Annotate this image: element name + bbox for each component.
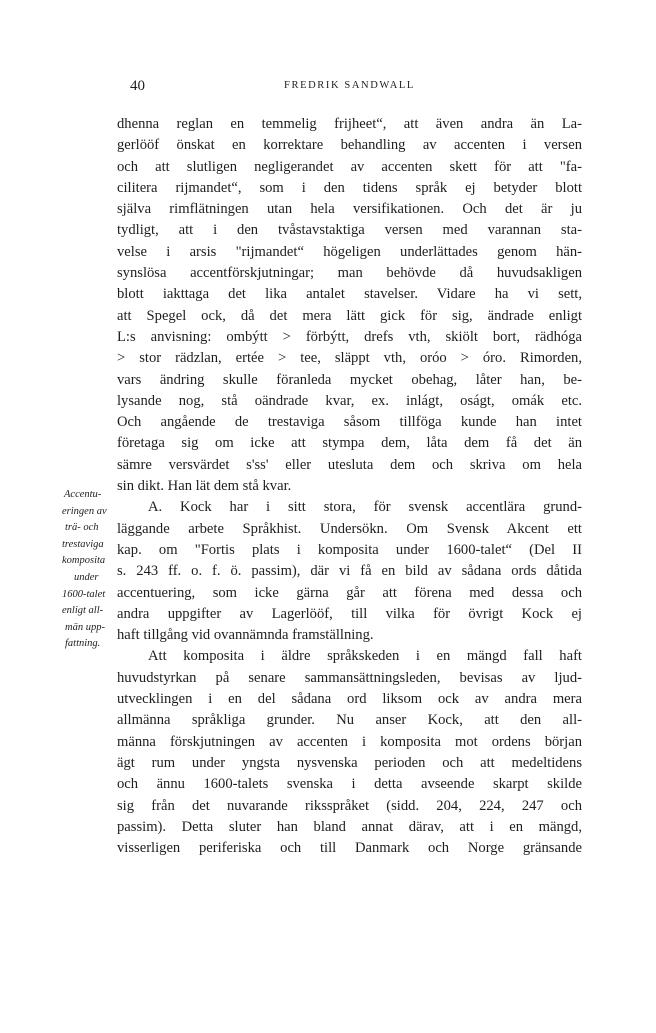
text-line: L:s anvisning: ombýtt > förbýtt, drefs vth, skiölt bort, rädhóga xyxy=(117,328,582,345)
text-line: huvudstyrkan på senare sammansättningsleden, bevisas av ljud- xyxy=(117,669,582,686)
text-line: A. Kock har i sitt stora, för svensk accentlära grund- xyxy=(148,499,582,516)
text-line: och att slutligen negligerandet av accenten skett för att "fa- xyxy=(117,158,582,175)
text-line: accentuering, som icke gärna går att förena med dessa och xyxy=(117,584,582,601)
text-line: utvecklingen i en del sådana ord liksom ock av andra mera xyxy=(117,691,582,708)
text-line: läggande arbete Språkhist. Undersökn. Om Svensk Akcent ett xyxy=(117,520,582,537)
margin-note-line: eringen av xyxy=(62,505,107,517)
text-line: Att komposita i äldre språkskeden i en mängd fall haft xyxy=(148,648,582,665)
text-line: synslösa accentförskjutningar; man behövde då huvudsakligen xyxy=(117,265,582,282)
margin-note-line: enligt all- xyxy=(62,605,104,617)
page-header xyxy=(117,76,582,96)
text-line: kap. om "Fortis plats i komposita under 1600-talet“ (Del II xyxy=(117,541,582,558)
text-line: velse i arsis "rijmandet“ högeligen underlättades genom hän- xyxy=(117,243,582,260)
text-line: allmänna språkliga grunder. Nu anser Kock, att den all- xyxy=(117,712,582,729)
text-line: sin dikt. Han lät dem stå kvar. xyxy=(117,478,292,495)
text-line: passim). Detta sluter han bland annat därav, att i en mängd, xyxy=(117,818,582,835)
margin-note-line: 1600-talet xyxy=(62,588,106,600)
text-line: tydligt, att i den tvåstavstaktiga versen med varannan sta- xyxy=(117,222,582,239)
text-line: företaga sig om icke att stympa dem, låta dem få det än xyxy=(117,435,582,452)
text-line: sämre versvärdet s'ss' eller utesluta dem och skriva om hela xyxy=(117,456,582,473)
margin-note-line: komposita xyxy=(62,555,106,567)
margin-note-line: män upp- xyxy=(65,621,105,633)
text-line: ägt rum under yngsta nysvenska perioden och att medeltidens xyxy=(117,754,582,771)
text-line: att Spegel ock, då det mera lätt gick för sig, ändrade enligt xyxy=(117,307,582,324)
text-line: lysande nog, stå oändrade kvar, ex. inlágt, oságt, omák etc. xyxy=(117,392,582,409)
margin-note-line: fattning. xyxy=(65,638,101,650)
text-line: vars ändring skulle föranleda mycket obehag, låter han, be- xyxy=(117,371,582,388)
text-line: och ännu 1600-talets svenska i detta avseende skarpt skilde xyxy=(117,776,582,793)
running-title: FREDRIK SANDWALL xyxy=(284,80,415,91)
text-line: haft tillgång vid ovannämnda framställning. xyxy=(117,627,374,644)
text-line: > stor rädzlan, ertée > tee, släppt vth, oróo > óro. Rimorden, xyxy=(117,350,582,367)
page-number: 40 xyxy=(130,78,145,94)
margin-note-line: Accentu- xyxy=(64,489,102,500)
text-line: dhenna reglan en temmelig frijheet“, att även andra än La- xyxy=(117,116,582,132)
text-line: visserligen periferiska och till Danmark och Norge gränsande xyxy=(117,840,582,857)
text-line: gerlööf önskat en korrektare behandling av accenten i versen xyxy=(117,137,582,154)
text-line: blott iakttaga det lika antalet stavelser. Vidare ha vi sett, xyxy=(117,286,582,303)
text-line: Och angående de trestaviga såsom tillföga kunde han intet xyxy=(117,414,582,431)
margin-note xyxy=(56,487,122,653)
text-line: männa förskjutningen av accenten i komposita mot ordens början xyxy=(117,733,582,750)
margin-note-line: trä- och xyxy=(65,522,99,534)
text-line: cilitera rijmandet“, som i den tidens språk ej betyder blott xyxy=(117,179,582,196)
body-text xyxy=(117,114,582,859)
text-line: s. 243 ff. o. f. ö. passim), där vi få en bild av sådana ords dåtida xyxy=(117,563,582,580)
text-line: själva rimflätningen utan hela versifikationen. Och det är ju xyxy=(117,201,582,218)
text-line: andra uppgifter av Lagerlööf, till vilka för övrigt Kock ej xyxy=(117,605,582,622)
margin-note-line: under xyxy=(74,571,99,583)
margin-note-line: trestaviga xyxy=(62,538,104,550)
text-line: sig från det nuvarande riksspråket (sidd. 204, 224, 247 och xyxy=(117,797,582,814)
